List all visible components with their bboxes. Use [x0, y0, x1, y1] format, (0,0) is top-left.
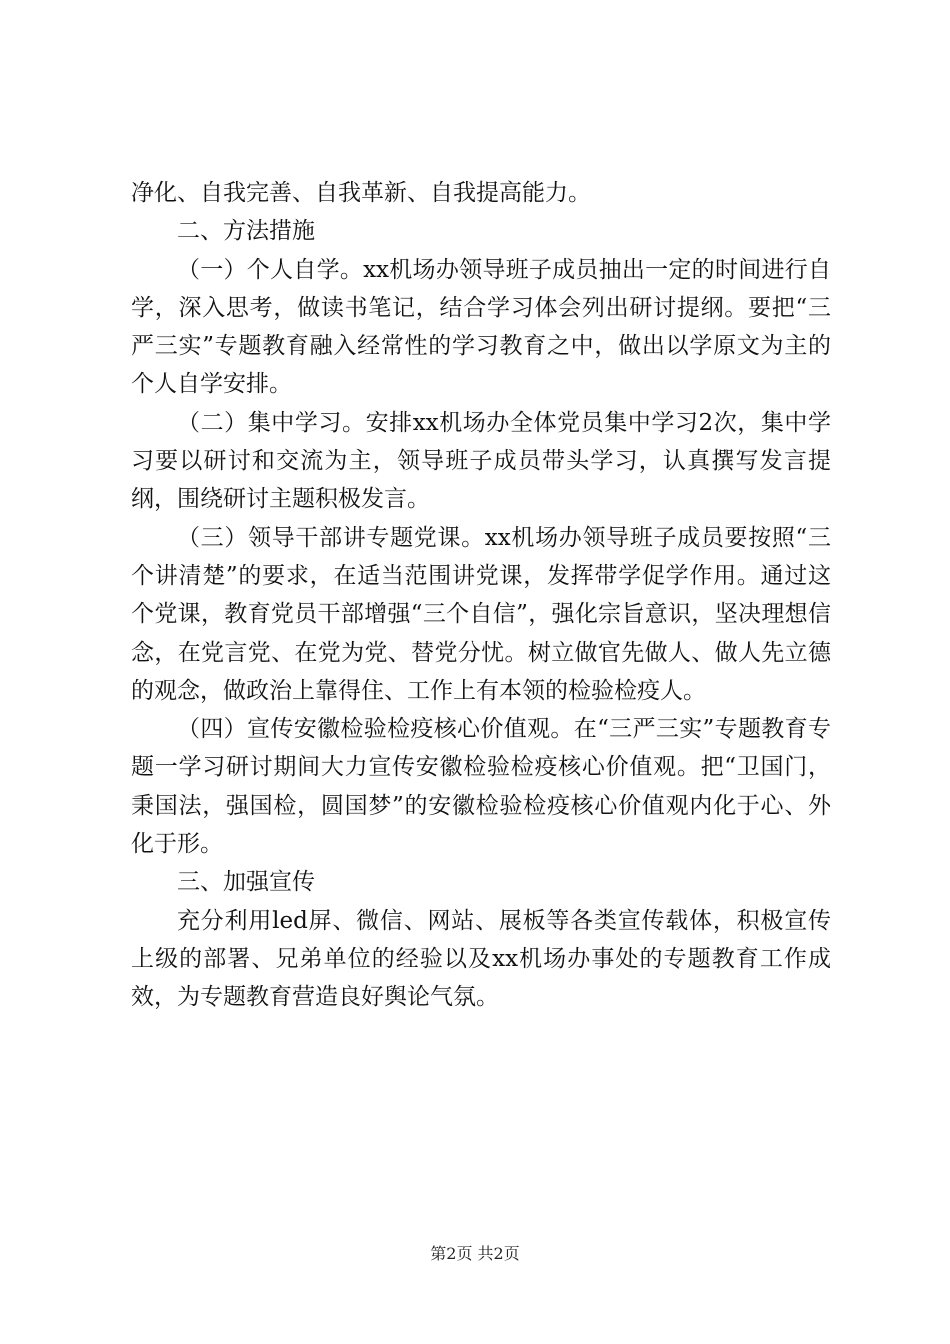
paragraph-party-lecture: （三）领导干部讲专题党课。xx机场办领导班子成员要按照“三个讲清楚”的要求，在适当范围讲党课，发挥带学促学作用。通过这个党课，教育党员干部增强“三个自信”，强化宗旨意识，坚决理想信念，在党言党、在党为党、替党分忧。树立做官先做人、做人先立德的观念，做政治上靠得住、工作上有本领的检验检疫人。 [131, 524, 831, 704]
page-footer: 第2页 共2页 [430, 1244, 520, 1263]
document-body [131, 174, 831, 1017]
paragraph-core-values: （四）宣传安徽检验检疫核心价值观。在“三严三实”专题教育专题一学习研讨期间大力宣传安徽检验检疫核心价值观。把“卫国门，秉国法，强国检，圆国梦”的安徽检验检疫核心价值观内化于心、外化于形。 [131, 716, 831, 858]
paragraph-group-study: （二）集中学习。安排xx机场办全体党员集中学习2次，集中学习要以研讨和交流为主，领导班子成员带头学习，认真撰写发言提纲，围绕研讨主题积极发言。 [131, 409, 831, 513]
section-heading-publicity: 三、加强宣传 [177, 869, 315, 896]
paragraph-publicity: 充分利用led屏、微信、网站、展板等各类宣传载体，积极宣传上级的部署、兄弟单位的经验以及xx机场办事处的专题教育工作成效，为专题教育营造良好舆论气氛。 [131, 907, 831, 1011]
paragraph-continuation: 净化、自我完善、自我革新、自我提高能力。 [131, 180, 591, 206]
section-heading-methods: 二、方法措施 [177, 218, 315, 245]
paragraph-self-study: （一）个人自学。xx机场办领导班子成员抽出一定的时间进行自学，深入思考，做读书笔记，结合学习体会列出研讨提纲。要把“三严三实”专题教育融入经常性的学习教育之中，做出以学原文为主的个人自学安排。 [131, 256, 831, 398]
